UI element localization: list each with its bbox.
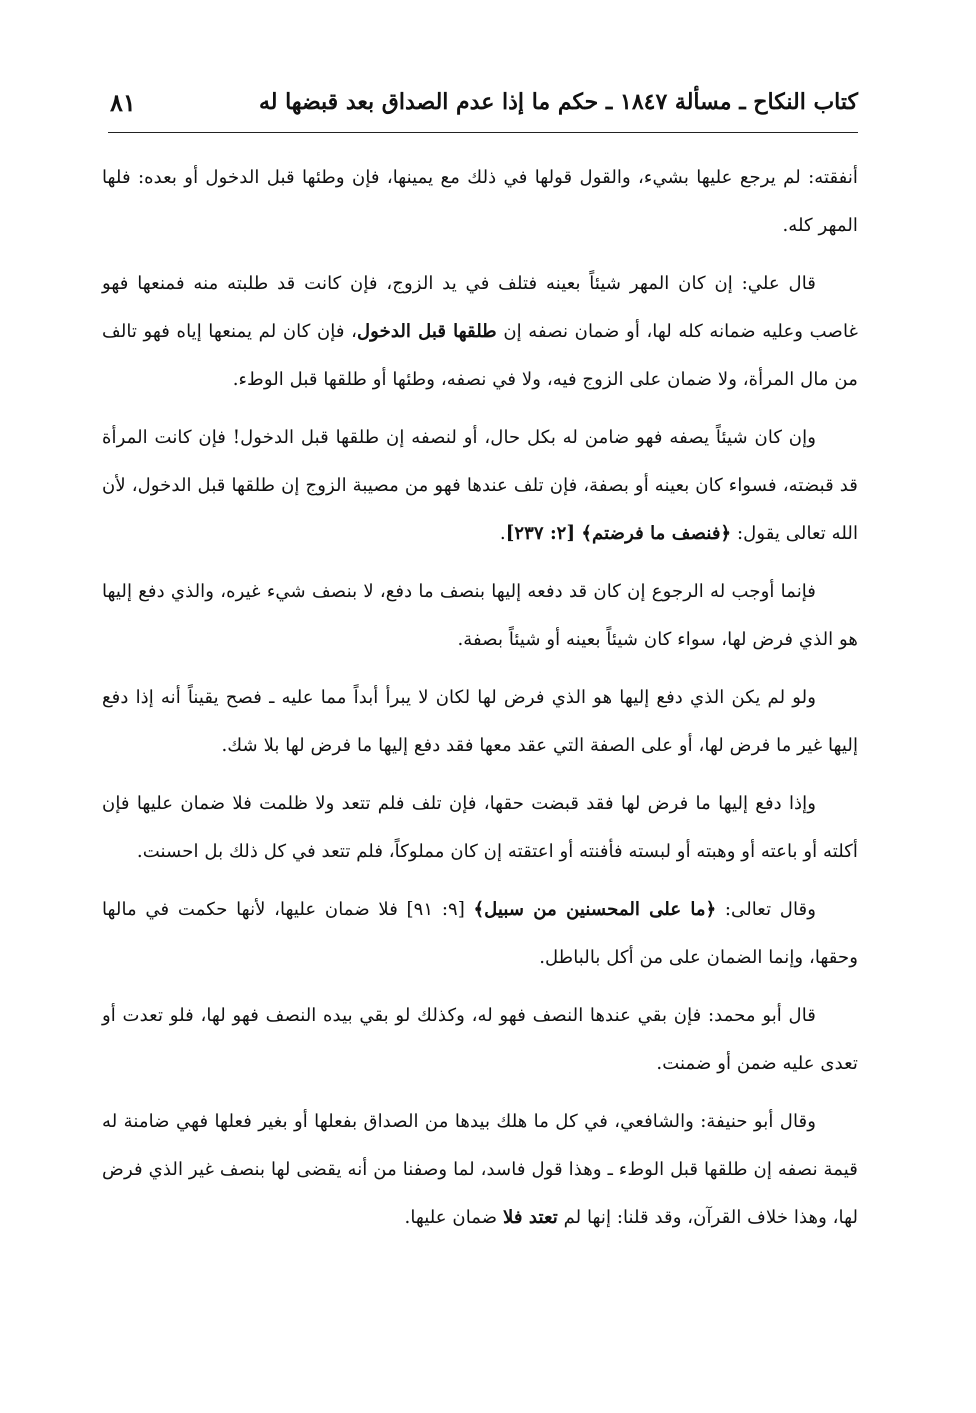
quran-quote: ﴿فنصف ما فرضتم﴾ [٢: ٢٣٧] [505, 523, 732, 544]
bold-phrase: طلقها قبل الدخول [356, 321, 497, 342]
paragraph-text: ضمان عليها. [404, 1207, 504, 1228]
paragraph-3 [102, 414, 858, 558]
paragraph-4 [102, 568, 858, 664]
running-title: كتاب النكاح ـ مسألة ١٨٤٧ ـ حكم ما إذا عدم الصداق بعد قبضها له [258, 89, 858, 115]
paragraph-1 [102, 154, 858, 250]
paragraph-text: وقال تعالى: [716, 899, 816, 920]
paragraph-text: قال علي: إن كان المهر شيئاً بعينه فتلف في يد الزوج، فإن كانت قد طلبته منه فمنعها فهو غاصب وعليه ضمانه كله لها، أو ضمان نصفه إن [102, 273, 858, 342]
paragraph-9 [102, 1098, 858, 1242]
paragraph-6 [102, 780, 858, 876]
paragraph-7 [102, 886, 858, 982]
page-header [110, 78, 858, 126]
paragraph-text: ، فإن كان لم يمنعها إياه فهو تالف من مال المرأة، ولا ضمان على الزوج فيه، ولا في نصفه، وطئها أو طلقها قبل الوطء. [102, 321, 858, 390]
paragraph-text: وقال أبو حنيفة: والشافعي، في كل ما هلك بيدها من الصداق بفعلها أو بغير فعلها فهي ضامنة له قيمة نصفه إن طلقها قبل الوطء ـ وهذا قول فاسد، لما وصفنا من أنه يقضى لها بنصف غير الذي فرض لها، وهذا خلاف القرآن، وقد قلنا: إنها لم [102, 1111, 858, 1228]
header-rule [108, 132, 858, 133]
paragraph-text: ولو لم يكن الذي دفع إليها هو الذي فرض لها لكان لا يبرأ أبداً مما عليه ـ فصح يقيناً أنه إذا دفع إليها غير ما فرض لها، أو على الصفة التي عقد معها فقد دفع إليها ما فرض لها بلا شك. [102, 687, 858, 756]
paragraph-text: فإنما أوجب له الرجوع إن كان قد دفعه إليها بنصف ما دفع، لا بنصف شيء غيره، والذي دفع إليها هو الذي فرض لها، سواء كان شيئاً بعينه أو شيئاً بصفة. [102, 581, 858, 650]
paragraph-text: [٩: ٩١] فلا ضمان عليها، لأنها حكمت في مالها وحقها، وإنما الضمان على من أكل بالباطل. [102, 899, 858, 968]
quran-quote: ﴿ما على المحسنين من سبيل﴾ [473, 899, 717, 920]
paragraph-text: وإن كان شيئاً يصفه فهو ضامن له بكل حال، أو لنصفه إن طلقها قبل الدخول! فإن كانت المرأة قد قبضته، فسواء كان بعينه أو بصفة، فإن تلف عندها فهو من مصيبة الزوج إن طلقها قبل الدخول، لأن الله تعالى يقول: [102, 427, 858, 544]
body-text [102, 154, 858, 1252]
paragraph-5 [102, 674, 858, 770]
paragraph-text: . [499, 523, 506, 544]
page-number: ٨١ [110, 87, 136, 117]
paragraph-text: قال أبو محمد: فإن بقي عندها النصف فهو له، وكذلك لو بقي بيده النصف فهو لها، فلو تعدت أو تعدى عليه ضمن أو ضمنت. [102, 1005, 858, 1074]
paragraph-2 [102, 260, 858, 404]
paragraph-text: أنفقته: لم يرجع عليها بشيء، والقول قولها في ذلك مع يمينها، فإن وطئها قبل الدخول أو بعده: فلها المهر كله. [102, 167, 858, 236]
bold-phrase: تعتد فلا [503, 1207, 558, 1228]
paragraph-text: وإذا دفع إليها ما فرض لها فقد قبضت حقها، فإن تلف فلم تتعد ولا ظلمت فلا ضمان عليها فإن أكلته أو باعته أو وهبته أو لبسته فأفنته أو اعتقته إن كان مملوكاً، فلم تتعد في كل ذلك بل احسنت. [102, 793, 858, 862]
paragraph-8 [102, 992, 858, 1088]
